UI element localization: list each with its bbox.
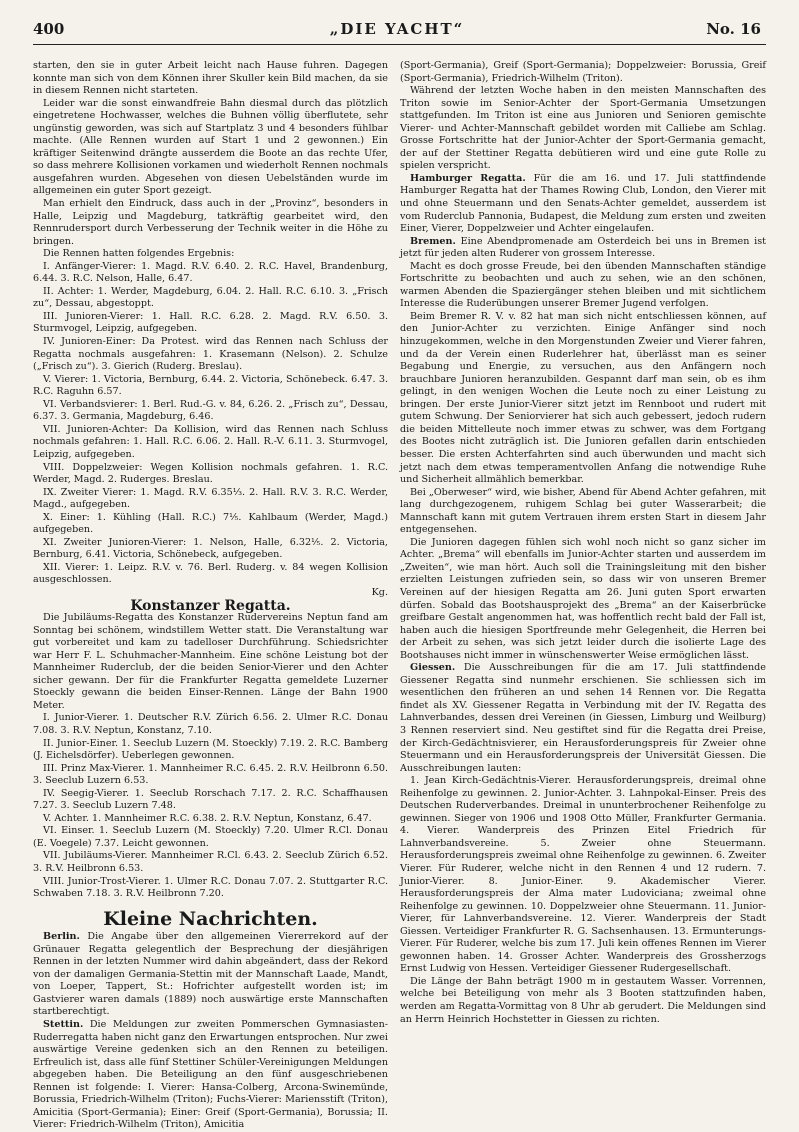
result-line: IX. Zweiter Vierer: 1. Magd. R.V. 6.35⅓. 2. Hall. R.V. 3. R.C. Werder, Magd., aufgegeben.: [33, 486, 388, 511]
paragraph: Bei „Oberweser“ wird, wie bisher, Abend für Abend Achter gefahren, mit lang durchgezogenem, ruhigem Schlag bei guter Wasserarbeit; die Mannschaft kann mit gutem Vertrauen ihrem ersten Start in diesem Jahr entgegensehen.: [400, 486, 766, 536]
result-line: VII. Jubiläums-Vierer. Mannheimer R.Cl. 6.43. 2. Seeclub Zürich 6.52. 3. R.V. Heilbronn 6.53.: [33, 850, 388, 874]
result-line: X. Einer: 1. Kühling (Hall. R.C.) 7⅕. Kahlbaum (Werder, Magd.) aufgegeben.: [33, 511, 388, 536]
result-line: V. Vierer: 1. Victoria, Bernburg, 6.44. 2. Victoria, Schönebeck. 6.47. 3. R.C. Raguhn 6.57.: [33, 373, 388, 398]
result-line: I. Junior-Vierer. 1. Deutscher R.V. Zürich 6.56. 2. Ulmer R.C. Donau 7.08. 3. R.V. Neptun, Konstanz, 7.10.: [33, 712, 388, 736]
paragraph: Beim Bremer R. V. v. 82 hat man sich nicht entschliessen können, auf den Junior-Achter zu verzichten. Einige Anfänger sind noch hinzugekommen, welche in den Morgenstunden Zweier und Vierer fahren, und da der Verein einen Ruderlehrer hat, überlässt man es seiner Begabung und Energie, zu versuchen, aus den Anfängern noch brauchbare Junioren heranzubilden. Gespannt darf man sein, ob es ihm gelingt, in den wenigen Wochen die Leute noch zu einer Leistung zu bringen. Der erste Junior-Vierer sitzt jetzt im Rennboot und rudert mit gutem Schwung. Der Seniorvierer hat sich auch gebessert, jedoch rudern die beiden Mittelleute noch immer etwas zu schwer, was dem Fortgang des Bootes nicht zuträglich ist. Die Junioren gefallen darin entschieden besser. Die ersten Achterfahrten sind auch überwunden und macht sich jetzt nach dem etwas temperamentvollen Anfang die notwendige Ruhe und Sicherheit allmählich bemerkbar.: [400, 310, 766, 486]
news-item-bremen: [400, 236, 766, 261]
result-line: V. Achter. 1. Mannheimer R.C. 6.38. 2. R.V. Neptun, Konstanz, 6.47.: [43, 812, 372, 824]
author-signature: Kg.: [371, 586, 388, 598]
result-line: II. Achter: 1. Werder, Magdeburg, 6.04. 2. Hall. R.C. 6.10. 3. „Frisch zu“, Dessau, abgestoppt.: [33, 285, 388, 310]
news-item-stettin: [33, 1019, 388, 1132]
section-heading-konstanz: Konstanzer Regatta.: [130, 597, 291, 614]
issue-number: No. 16: [706, 20, 761, 38]
result-line: I. Anfänger-Vierer: 1. Magd. R.V. 6.40. 2. R.C. Havel, Brandenburg, 6.44. 3. R.C. Nelson, Halle, 6.47.: [33, 260, 388, 285]
header-rule: [33, 44, 766, 45]
result-line: VIII. Doppelzweier: Wegen Kollision nochmals gefahren. 1. R.C. Werder, Magd. 2. Ruderges. Breslau.: [33, 461, 388, 486]
left-column: [33, 60, 388, 1132]
page-number: 400: [33, 20, 65, 38]
paragraph: (Sport-Germania), Greif (Sport-Germania); Doppelzweier: Borussia, Greif (Sport-Germania), Friedrich-Wilhelm (Triton).: [400, 60, 766, 84]
paragraph: Macht es doch grosse Freude, bei den übenden Mannschaften ständige Fortschritte zu beobachten und auch zu sehen, wie an den schönen, warmen Abenden die Spaziergänger stehen bleiben und mit sichtlichem Interesse die Ruderübungen unserer Bremer Jugend verfolgen.: [400, 260, 766, 310]
news-text: Die Ausschreibungen für die am 17. Juli stattfindende Giessener Regatta sind nunmehr erschienen. Sie schliessen sich im wesentlichen den früheren an und sehen 14 Rennen vor. Die Regatta findet als XV. Giessener Regatta in Verbindung mit der IV. Regatta des Lahnverbandes, dessen drei Vereinen (in Giessen, Limburg und Weilburg) 3 Rennen reserviert sind. Neu gestiftet sind für die Regatta drei Preise, der Kirch-Gedächtnisvierer, ein Herausforderungspreis für Zweier ohne Steuermann und ein Herausforderungspreis der Universität Giessen. Die Ausschreibungen lauten:: [400, 662, 766, 774]
news-location: Hamburger Regatta.: [410, 172, 526, 184]
news-text: Die Meldungen zur zweiten Pommerschen Gymnasiasten-Ruderregatta haben nicht ganz den Erwartungen entsprochen. Nur zwei auswärtige Vereine gedenken sich an den Rennen zu beteiligen. Erfreulich ist, dass alle fünf Stettiner Schüler-Vereinigungen Meldungen abgegeben haben. Die Beteiligung an den fünf ausgeschriebenen Rennen ist folgende: I. Vierer: Hansa-Colberg, Arcona-Swinemünde, Borussia, Friedrich-Wilhelm (Triton); Fuchs-Vierer: Mariensstift (Triton), Amicitia (Sport-Germania); Einer: Greif (Sport-Germania), Borussia; II. Vierer: Friedrich-Wilhelm (Triton), Amicitia: [33, 1019, 388, 1131]
news-item-berlin: [33, 931, 388, 1019]
news-text: Eine Abendpromenade am Osterdeich bei uns in Bremen ist jetzt für jeden alten Ruderer von grossem Interesse.: [400, 235, 766, 260]
result-line: VI. Einser. 1. Seeclub Luzern (M. Stoeckly) 7.20. Ulmer R.Cl. Donau (E. Voegele) 7.37. Leicht gewonnen.: [33, 825, 388, 849]
section-heading-kleine-nachrichten: Kleine Nachrichten.: [103, 907, 318, 930]
result-line: III. Junioren-Vierer: 1. Hall. R.C. 6.28. 2. Magd. R.V. 6.50. 3. Sturmvogel, Leipzig, aufgegeben.: [33, 310, 388, 335]
page-header: [33, 20, 761, 44]
news-text: Für die am 16. und 17. Juli stattfindende Hamburger Regatta hat der Thames Rowing Club, London, den Vierer mit und ohne Steuermann und den Senats-Achter gemeldet, ausserdem ist vom Ruderclub Pannonia, Budapest, die Meldung zum ersten und zweiten Einer, Vierer, Doppelzweier und Achter eingelaufen.: [400, 172, 766, 235]
paragraph: Leider war die sonst einwandfreie Bahn diesmal durch das plötzlich eingetretene Hochwasser, welches die Buhnen völlig überflutete, sehr ungünstig geworden, was sich auf Startplatz 3 und 4 besonders fühlbar machte. (Alle Rennen wurden auf Start 1 und 2 gewonnen.) Ein kräftiger Seitenwind drängte ausserdem die Boote an das rechte Ufer, so dass mehrere Kollisionen vorkamen und wiederholt Rennen nochmals ausgefahren wurden. Abgesehen von diesen Uebelständen wurde im allgemeinen ein guter Sport gezeigt.: [33, 97, 388, 197]
result-line: VIII. Junior-Trost-Vierer. 1. Ulmer R.C. Donau 7.07. 2. Stuttgarter R.C. Schwaben 7.18. 3. R.V. Heilbronn 7.20.: [33, 875, 388, 900]
news-text: Die Angabe über den allgemeinen Viererrekord auf der Grünauer Regatta gelegentlich der Besprechung der diesjährigen Rennen in der letzten Nummer wird dahin abgeändert, dass der Rekord von der damaligen Germania-Stettin mit der Mannschaft Laade, Mandt, von Loeper, Tappert, St.: Hofrichter aufgestellt worden ist; im Gastvierer waren damals (1889) noch auswärtige erste Mannschaften startberechtigt.: [33, 931, 388, 1018]
paragraph: Die Länge der Bahn beträgt 1900 m in gestautem Wasser. Vorrennen, welche bei Beteiligung von mehr als 3 Booten stattzufinden haben, werden am Regatta-Vormittag von 8 Uhr ab gerudert. Die Meldungen sind an Herrn Heinrich Hochstetter in Giessen zu richten.: [400, 975, 766, 1025]
paragraph: Die Rennen hatten folgendes Ergebnis:: [43, 248, 235, 260]
result-line: XI. Zweiter Junioren-Vierer: 1. Nelson, Halle, 6.32⅕. 2. Victoria, Bernburg, 6.41. Victoria, Schönebeck, aufgegeben.: [33, 536, 388, 561]
result-line: VII. Junioren-Achter: Da Kollision, wird das Rennen nach Schluss nochmals gefahren: 1. Hall. R.C. 6.06. 2. Hall. R.-V. 6.11. 3. Sturmvogel, Leipzig, aufgegeben.: [33, 423, 388, 460]
result-line: IV. Seegig-Vierer. 1. Seeclub Rorschach 7.17. 2. R.C. Schaffhausen 7.27. 3. Seeclub Luzern 7.48.: [33, 787, 388, 812]
magazine-title: „DIE YACHT“: [329, 20, 465, 38]
right-column: [400, 60, 766, 1026]
paragraph: Man erhielt den Eindruck, dass auch in der „Provinz“, besonders in Halle, Leipzig und Magdeburg, tatkräftig gearbeitet wird, den Rennrudersport durch Verbesserung der Technik weiter in die Höhe zu bringen.: [33, 198, 388, 247]
news-location: Bremen.: [410, 235, 456, 247]
result-line: IV. Junioren-Einer: Da Protest. wird das Rennen nach Schluss der Regatta nochmals ausgefahren: 1. Krasemann (Nelson). 2. Schulze („Frisch zu“). 3. Gierich (Ruderg. Breslau).: [33, 336, 388, 373]
news-item-hamburg: [400, 173, 766, 236]
paragraph: 1. Jean Kirch-Gedächtnis-Vierer. Herausforderungspreis, dreimal ohne Reihenfolge zu gewinnen. 2. Junior-Achter. 3. Lahnpokal-Einser. Preis des Deutschen Ruderverbandes. Dreimal in ununterbrochener Reihenfolge zu gewinnen. Sieger von 1906 und 1908 Otto Müller, Frankfurter Germania. 4. Vierer. Wanderpreis des Prinzen Eitel Friedrich für Lahnverbandsvereine. 5. Zweier ohne Steuermann. Herausforderungspreis zweimal ohne Reihenfolge zu gewinnen. 6. Zweiter Vierer. Für Ruderer, welche nicht in den Rennen 4 und 12 rudern. 7. Junior-Vierer. 8. Junior-Einer. 9. Akademischer Vierer. Herausforderungspreis der Alma mater Ludoviciana; zweimal ohne Reihenfolge zu gewinnen. 10. Doppelzweier ohne Steuermann. 11. Junior-Vierer, für Lahnverbandsvereine. 12. Vierer. Wanderpreis der Stadt Giessen. Verteidiger Frankfurter R. G. Sachsenhausen. 13. Ermunterungs-Vierer. Für Ruderer, welche bis zum 17. Juli kein offenes Rennen im Vierer gewonnen haben. 14. Grosser Achter. Wanderpreis des Grossherzogs Ernst Ludwig von Hessen. Verteidiger Giessener Rudergesellschaft.: [400, 775, 766, 975]
news-location: Giessen.: [410, 662, 456, 674]
news-location: Berlin.: [43, 931, 80, 943]
paragraph: Die Jubiläums-Regatta des Konstanzer Rudervereins Neptun fand am Sonntag bei schönem, windstillem Wetter statt. Die Veranstaltung war gut vorbereitet und kam zu tadelloser Durchführung. Schiedsrichter war Herr F. L. Schuhmacher-Mannheim. Eine schöne Leistung bot der Mannheimer Ruderclub, der die beiden Senior-Vierer und den Achter sicher gewann. Der für die Frankfurter Regatta gemeldete Luzerner Stoeckly gewann die beiden Einser-Rennen. Länge der Bahn 1900 Meter.: [33, 612, 388, 711]
news-location: Stettin.: [43, 1019, 84, 1031]
result-line: VI. Verbandsvierer: 1. Berl. Rud.-G. v. 84, 6.26. 2. „Frisch zu“, Dessau, 6.37. 3. Germania, Magdeburg, 6.46.: [33, 398, 388, 423]
paragraph: starten, den sie in guter Arbeit leicht nach Hause fuhren. Dagegen konnte man sich von dem Können ihrer Skuller kein Bild machen, da sie in diesem Rennen nicht starteten.: [33, 60, 388, 97]
paragraph: Während der letzten Woche haben in den meisten Mannschaften des Triton sowie im Senior-Achter der Sport-Germania Umsetzungen stattgefunden. Im Triton ist eine aus Junioren und Senioren gemischte Vierer- und Achter-Mannschaft gebildet worden mit Calliebe am Schlag. Grosse Fortschritte hat der Junior-Achter der Sport-Germania gemacht, der auf der Stettiner Regatta debütieren wird und eine gute Rolle zu spielen verspricht.: [400, 85, 766, 172]
news-item-giessen: [400, 662, 766, 775]
result-line: XII. Vierer: 1. Leipz. R.V. v. 76. Berl. Ruderg. v. 84 wegen Kollision ausgeschlossen.: [33, 561, 388, 586]
result-line: II. Junior-Einer. 1. Seeclub Luzern (M. Stoeckly) 7.19. 2. R.C. Bamberg (J. Eichelsdörfer). Ueberlegen gewonnen.: [33, 737, 388, 762]
paragraph: Die Junioren dagegen fühlen sich wohl noch nicht so ganz sicher im Achter. „Brema“ will ebenfalls im Junior-Achter starten und ausserdem im „Zweiten“, wie man hört. Auch soll die Trainingsleitung mit den bisher erzielten Leistungen zufrieden sein, so dass wir von unseren Bremer Vereinen auf der hiesigen Regatta am 26. Juni guten Sport erwarten dürfen. Sobald das Bootshausprojekt des „Brema“ an der Kaiserbrücke greifbare Gestalt angenommen hat, was hoffentlich recht bald der Fall ist, haben auch die hiesigen Sportfreunde mehr Gelegenheit, die Herren bei der Arbeit zu sehen, was sich jetzt leider durch die isolierte Lage des Bootshauses nicht immer in wünschenswerter Weise ermöglichen lässt.: [400, 536, 766, 661]
result-line: III. Prinz Max-Vierer. 1. Mannheimer R.C. 6.45. 2. R.V. Heilbronn 6.50. 3. Seeclub Luzern 6.53.: [33, 762, 388, 787]
